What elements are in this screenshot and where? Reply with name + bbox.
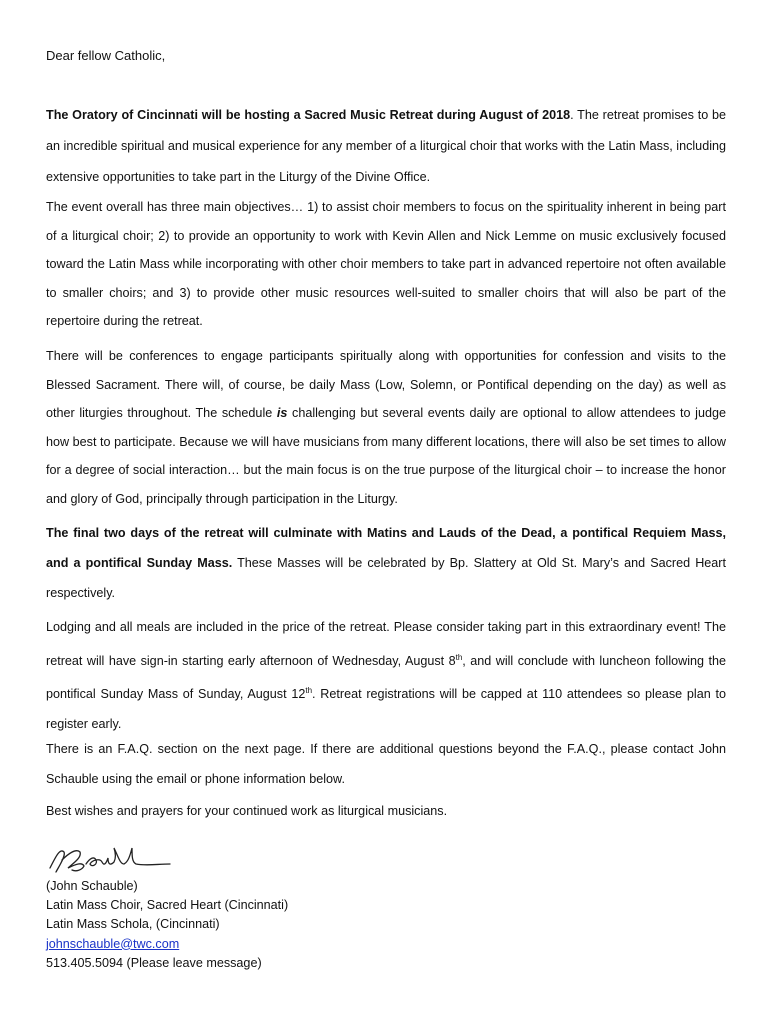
paragraph-faq: There is an F.A.Q. section on the next page. If there are additional questions beyond the F.A.Q., please contact John Schauble using the email or phone information below. — [46, 742, 726, 786]
intro-bold-text: The Oratory of Cincinnati will be hosting a Sacred Music Retreat during August of 2018 — [46, 108, 571, 122]
signer-name: (John Schauble) — [46, 879, 138, 893]
lodging-text-2: , and will conclude with luncheon following the pontifical Sunday Mass of Sunday, August 12 — [46, 653, 726, 702]
conferences-emphasis: is — [276, 406, 288, 421]
lodging-sup-2: th — [305, 686, 313, 696]
letter-page — [46, 0, 730, 1024]
signer-role-2: Latin Mass Schola, (Cincinnati) — [46, 917, 220, 932]
paragraph-closing: Best wishes and prayers for your continued work as liturgical musicians. — [46, 804, 448, 818]
paragraph-objectives: The event overall has three main objectives… 1) to assist choir members to focus on the spirituality inherent in being part of a liturgical choir; 2) to provide an opportunity to work with Kevin Allen and Nick Lemme on music exclusively focused toward the Latin Mass while incorporating with other choir members to take part in advanced repertoire not often available to smaller choirs; and 3) to provide other music resources well-suited to smaller choirs that will also be part of the repertoire during the retreat. — [46, 200, 726, 329]
signature-block — [46, 877, 288, 973]
paragraph-lodging — [46, 613, 726, 739]
final-days-text: These Masses will be celebrated by Bp. Slattery at Old St. Mary’s and Sacred Heart respectively. — [46, 556, 726, 600]
lodging-text-3: . Retreat registrations will be capped at 110 attendees so please plan to register early. — [46, 687, 726, 731]
conferences-text-2: challenging but several events daily are optional to allow attendees to judge how best to participate. Because we will have musicians from many different locations, there will also be set times to allow for a degree of social interaction… but the main focus is on the true purpose of the liturgical choir – to increase the honor and glory of God, principally through participation in the Liturgy. — [46, 406, 726, 506]
lodging-text-1: Lodging and all meals are included in the price of the retreat. Please consider taking part in this extraordinary event! The retreat will have sign-in starting early afternoon of Wednesday, August 8 — [46, 620, 726, 668]
paragraph-conferences — [46, 342, 726, 514]
intro-text: . The retreat promises to be an incredible spiritual and musical experience for any member of a liturgical choir that works with the Latin Mass, including extensive opportunities to take part in the Liturgy of the Divine Office. — [46, 108, 727, 184]
paragraph-intro — [46, 100, 726, 193]
paragraph-final-days — [46, 518, 726, 608]
salutation: Dear fellow Catholic, — [46, 48, 166, 63]
final-days-bold-text: The final two days of the retreat will culminate with Matins and Lauds of the Dead, a pontifical Requiem Mass, and a pontifical Sunday Mass. — [46, 526, 726, 570]
email-link[interactable]: johnschauble@twc.com — [46, 936, 180, 951]
lodging-sup-1: th — [455, 652, 463, 662]
conferences-text-1: There will be conferences to engage participants spiritually along with opportunities for confession and visits to the Blessed Sacrament. There will, of course, be daily Mass (Low, Solemn, or Pontifical depending on the day) as well as other liturgies throughout. The schedule — [46, 349, 726, 421]
phone-number: 513.405.5094 (Please leave message) — [46, 955, 262, 970]
signer-role-1: Latin Mass Choir, Sacred Heart (Cincinnati) — [46, 898, 289, 913]
